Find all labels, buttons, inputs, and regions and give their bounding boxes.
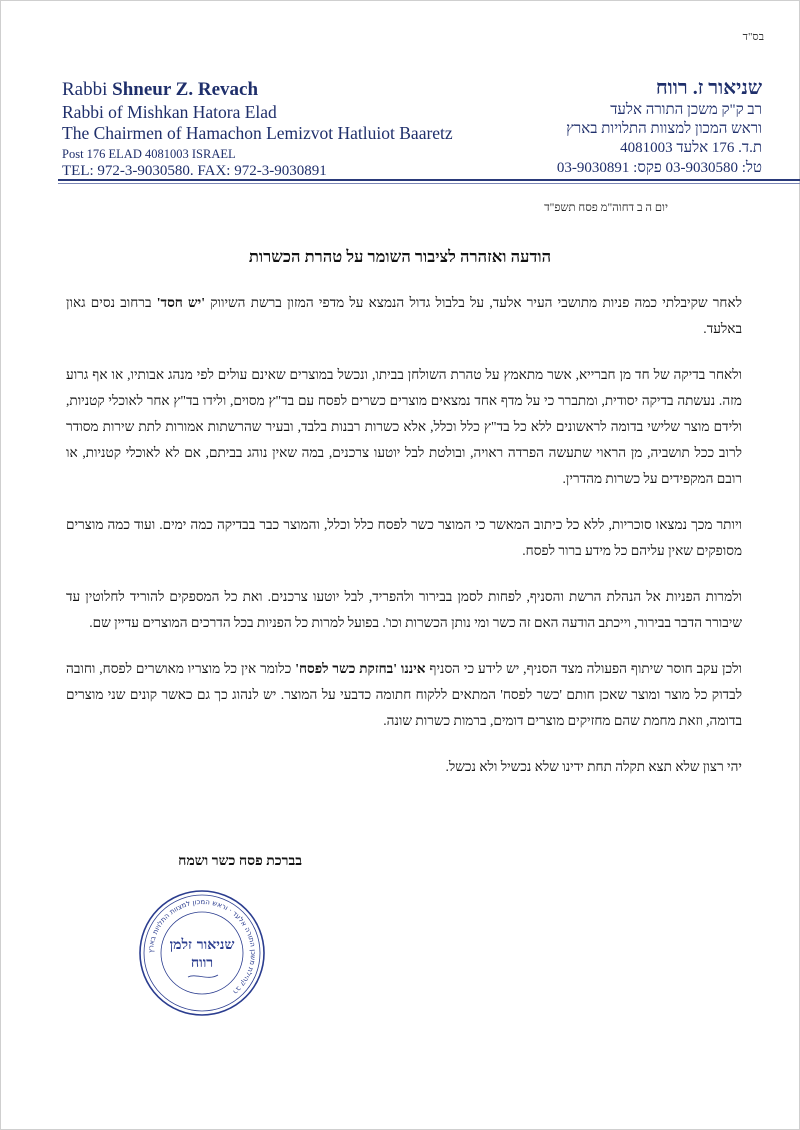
letter-title: הודעה ואזהרה לציבור השומר על טהרת הכשרות — [248, 247, 552, 266]
letterhead-english — [62, 78, 502, 181]
stamp-signature-flourish — [188, 975, 218, 977]
english-title-1: Rabbi of Mishkan Hatora Elad — [62, 102, 277, 122]
letter-date: יום ה ב דחוה"מ פסח תשפ"ד — [544, 202, 668, 214]
paragraph-4: ולמרות הפניות אל הנהלת הרשת והסניף, לפחות לסמן בבירור ולהפריד, לבל יוטעו צרכנים. ואת כל המספקים להוריד לחלוטין עד שיבורר הדבר בבירור, וייכתב הודעה האם זה כשר ומי נותן הכשרות וכו'. בפועל למרות כל הפניות בכל הדרכים המוצרים עדיין שם. — [66, 589, 742, 630]
stamp-name-line1: שניאור זלמן — [169, 937, 235, 953]
stamp-outer-ring — [140, 891, 264, 1015]
header-divider — [58, 179, 800, 181]
english-title-2: The Chairmen of Hamachon Lemizvot Hatluiot Baaretz — [62, 123, 453, 143]
paragraph-6: יהי רצון שלא תצא תקלה תחת ידינו שלא נכשיל ולא נכשל. — [445, 759, 742, 774]
english-post: Post 176 ELAD 4081003 ISRAEL — [62, 147, 236, 161]
paragraph-2: ולאחר בדיקה של חד מן חברייא, אשר מתאמץ על טהרת השולחן בביתו, ונכשל במוצרים שאינם עולים לפי מנהג אבותיו, או אף גרוע מזה. נעשתה בדיקה יסודית, ומתברר כי על מדף אחד נמצאים מוצרים כשרים לפסח עם בד"ץ מסוים, ולידו בד"ץ אחר לאוכלי קטניות, ולידם מוצר שלישי בדומה לראשונים ללא כל בד"ץ כלל וכלל, אלא כשרות רבנות בלבד, ובעיר שהרשתות אמורות לתת שירות מסודר לרוב ככל תושביה, מן הראוי שתעשה הפרדה ראויה, ובולטת לבל יוטעו צרכנים, במה שאין נוהג בביתם, אם לא לאוכלי קטניות, או רובם המקפידים על כשרות מהדרין. — [66, 367, 742, 486]
stamp-inner-ring — [161, 912, 243, 994]
warning-emphasis: איננו 'בחזקת כשר לפסח' — [295, 661, 426, 676]
english-phone: TEL: 972-3-9030580. FAX: 972-3-9030891 — [62, 163, 327, 179]
closing-blessing: בברכת פסח כשר ושמח — [178, 854, 302, 869]
name-bold: Shneur Z. Revach — [112, 79, 259, 100]
letter-body — [66, 290, 742, 800]
header-divider-thin — [58, 183, 800, 184]
rabbi-seal-stamp — [136, 887, 268, 1019]
english-name — [62, 78, 502, 102]
store-name: 'יש חסד' — [156, 295, 206, 310]
name-prefix: Rabbi — [62, 79, 113, 100]
letterhead-hebrew — [462, 76, 762, 178]
hebrew-name: שניאור ז. רווח — [655, 77, 762, 99]
bsd-mark: בס"ד — [742, 31, 764, 43]
hebrew-title-1: רב ק"ק משכן התורה אלעד — [610, 102, 762, 118]
paragraph-3: ויותר מכך נמצאו סוכריות, ללא כל כיתוב המאשר כי המוצר כשר לפסח כלל וכלל, והמוצר כבר בבדיקה כמה ימים. ועוד כמה מוצרים מסופקים שאין עליהם כל מידע ברור לפסח. — [66, 517, 742, 558]
hebrew-phone: טל: 03-9030580 פקס: 03-9030891 — [556, 160, 762, 176]
paragraph-5: ולכן עקב חוסר שיתוף הפעולה מצד הסניף, יש לידע כי הסניף איננו 'בחזקת כשר לפסח' כלומר אין כל מוצריו מאושרים לפסח, וחובה לבדוק כל מוצר ומוצר שאכן חותם 'כשר לפסח' המתאים ללקוח חתומה כדבעי על המוצר. יש לנהוג כך גם כאשר קונים שני מוצרים בדומה, וזאת מחמת שהם מחזיקים מוצרים דומים, ברמות כשרות שונה. — [66, 661, 742, 728]
paragraph-1: לאחר שקיבלתי כמה פניות מתושבי העיר אלעד, על בלבול גדול הנמצא על מדפי המזון ברשת השיווק 'יש חסד' ברחוב נסים גאון באלעד. — [66, 295, 742, 336]
stamp-ring-text: רב קהילת משכן התורה אלעד · וראש המכון למצוות התלויות בארץ — [146, 897, 258, 996]
stamp-name-line2: רווח — [190, 955, 214, 971]
hebrew-post: ת.ד. 176 אלעד 4081003 — [620, 140, 762, 156]
hebrew-title-2: וראש המכון למצוות התלויות בארץ — [566, 121, 762, 137]
